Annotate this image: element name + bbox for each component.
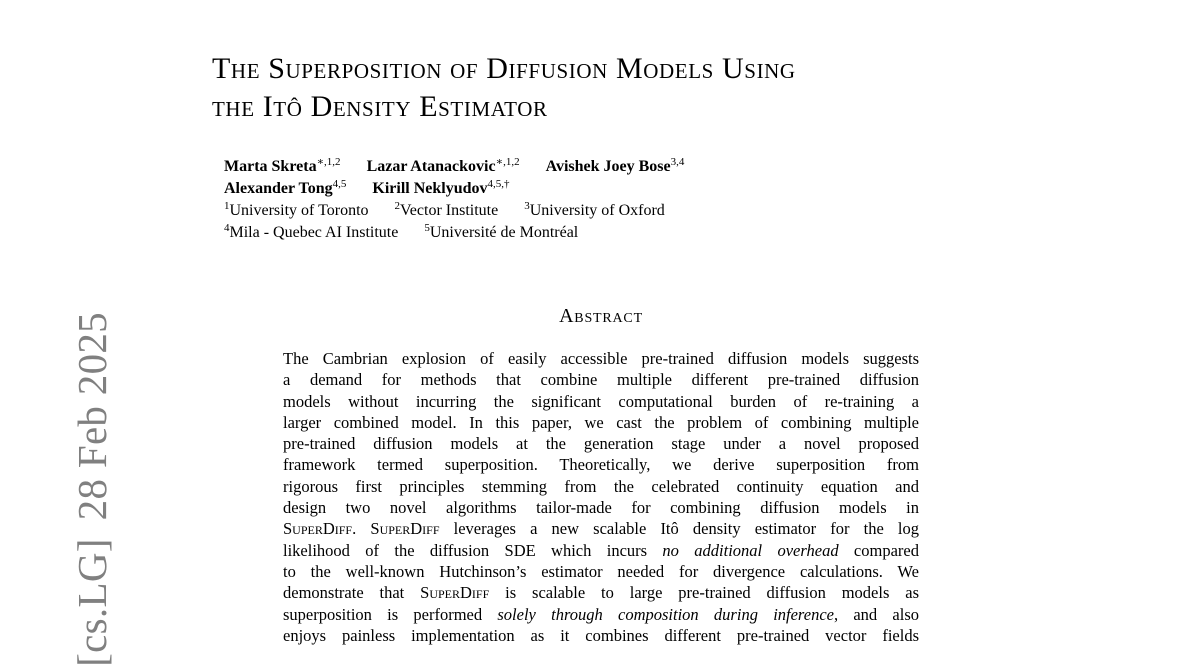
abstract-line: design two novel algorithms tailor-made for combining diffusion models in bbox=[283, 498, 919, 518]
author: Avishek Joey Bose$^{3,4}$ bbox=[545, 156, 685, 175]
abstract-line: larger combined model. In this paper, we cast the problem of combining multiple bbox=[283, 412, 919, 432]
affiliation: $^1$University of Toronto bbox=[224, 200, 369, 219]
author: Alexander Tong$^{4,5}$ bbox=[224, 178, 347, 197]
affiliation-row-2 bbox=[224, 222, 706, 244]
abstract-line: to the well-known Hutchinson’s estimator needed for divergence calculations. We bbox=[283, 561, 919, 581]
abstract-body bbox=[283, 348, 919, 646]
affiliation: $^3$University of Oxford bbox=[524, 200, 665, 219]
abstract-line: likelihood of the diffusion SDE which incurs no additional overhead compared bbox=[283, 540, 919, 560]
author: Kirill Neklyudov$^{4,5,\dagger}$ bbox=[372, 178, 510, 197]
affiliation: $^5$Université de Montréal bbox=[424, 222, 579, 241]
abstract-line: The Cambrian explosion of easily accessible pre-trained diffusion models suggests bbox=[283, 349, 919, 368]
abstract-line: superposition is performed solely through composition during inference, and also bbox=[283, 604, 919, 624]
arxiv-date: 28 Feb 2025 bbox=[69, 312, 115, 521]
abstract-heading: Abstract bbox=[559, 305, 643, 327]
abstract-line: framework termed superposition. Theoretically, we derive superposition from bbox=[283, 455, 919, 475]
author-row-1 bbox=[224, 156, 706, 178]
abstract-line: models without incurring the significant computational burden of re-training a bbox=[283, 391, 919, 411]
arxiv-category: [cs.LG] bbox=[69, 538, 115, 667]
arxiv-stamp bbox=[69, 312, 115, 667]
author: Lazar Atanackovic$^{∗,1,2}$ bbox=[366, 156, 520, 175]
abstract-line: a demand for methods that combine multiple different pre-trained diffusion bbox=[283, 370, 919, 390]
author-block bbox=[224, 156, 706, 244]
affiliation: $^4$Mila - Quebec AI Institute bbox=[224, 222, 399, 241]
author-row-2 bbox=[224, 178, 706, 200]
title-line-2: the Itô Density Estimator bbox=[212, 90, 548, 123]
affiliation: $^2$Vector Institute bbox=[394, 200, 499, 219]
abstract-line: rigorous first principles stemming from the celebrated continuity equation and bbox=[283, 476, 919, 496]
paper-title bbox=[212, 50, 796, 126]
abstract-line: enjoys painless implementation as it combines different pre-trained vector fields bbox=[283, 625, 919, 645]
abstract-line: demonstrate that SuperDiff is scalable to large pre-trained diffusion models as bbox=[283, 583, 919, 603]
abstract-line: SuperDiff. SuperDiff leverages a new scalable Itô density estimator for the log bbox=[283, 519, 919, 539]
author: Marta Skreta$^{∗,1,2}$ bbox=[224, 156, 341, 175]
title-line-1: The Superposition of Diffusion Models Using bbox=[212, 52, 796, 85]
affiliation-row-1 bbox=[224, 200, 706, 222]
abstract-line: pre-trained diffusion models at the generation stage under a novel proposed bbox=[283, 434, 919, 454]
